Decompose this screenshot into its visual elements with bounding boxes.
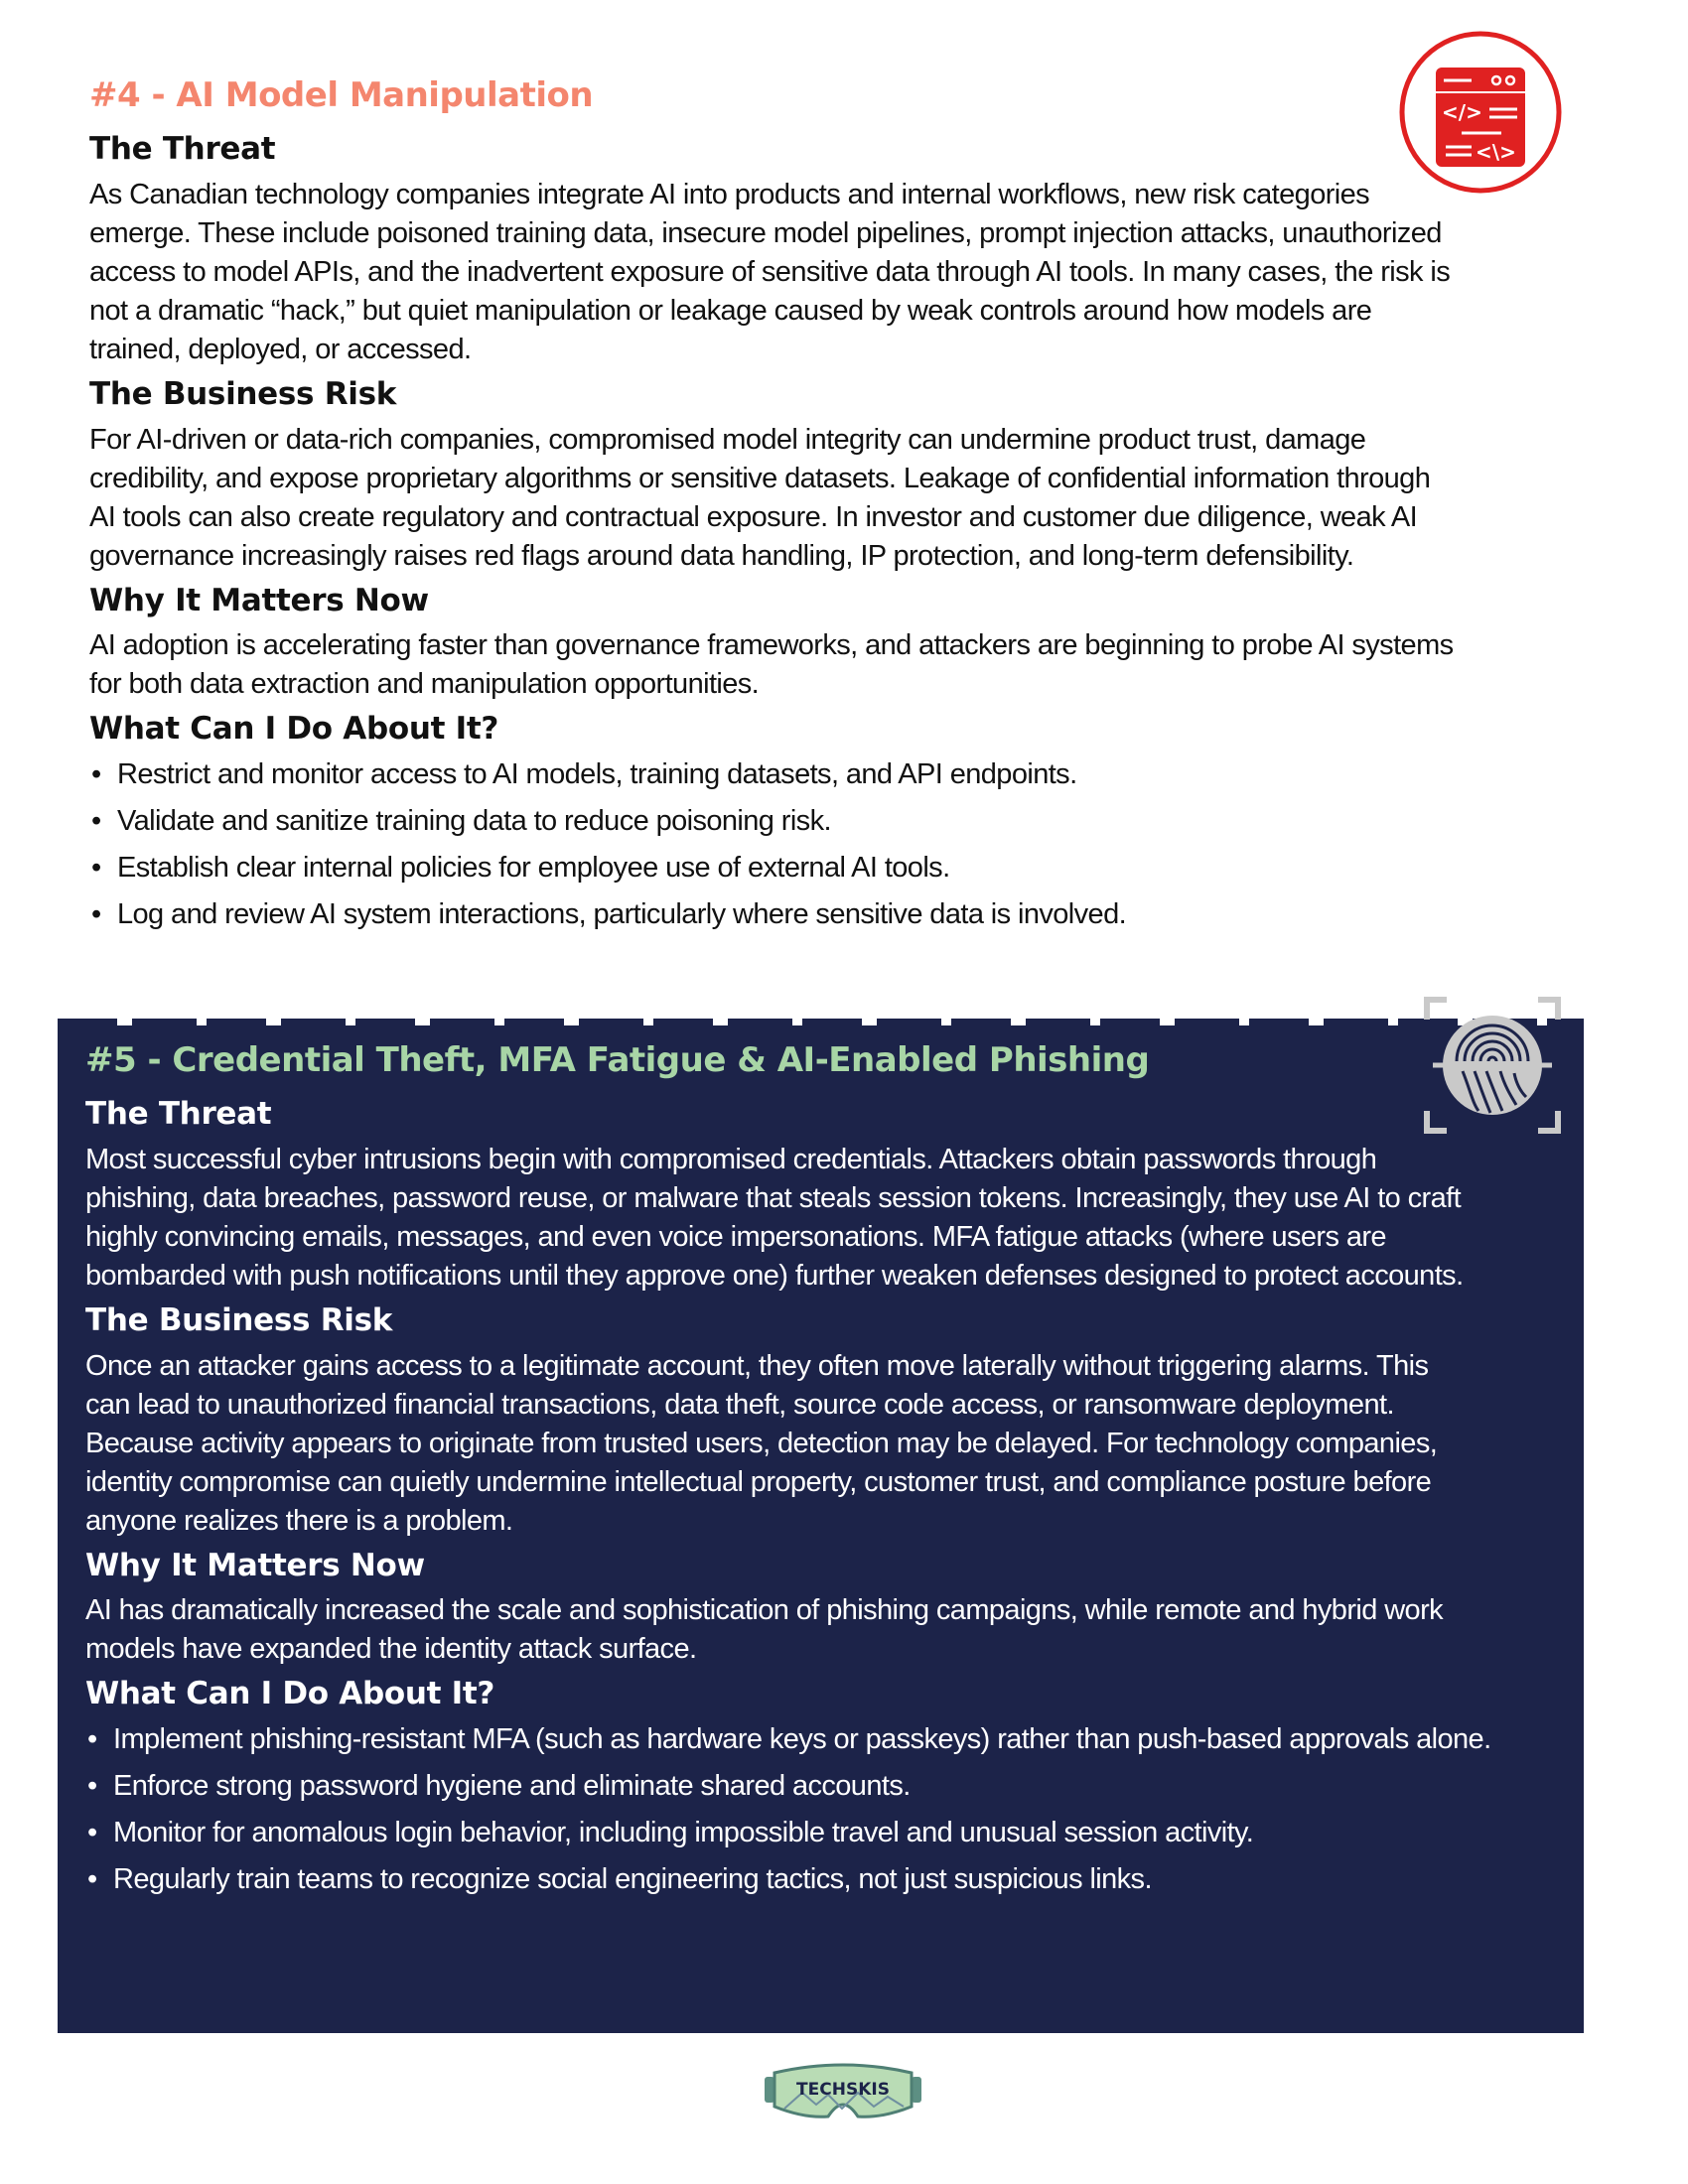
section-title: #4 - AI Model Manipulation xyxy=(89,75,594,115)
list-item xyxy=(85,1767,1495,1806)
text-line: can lead to unauthorized financial transactions, data theft, source code access, or ransomware deployment. xyxy=(85,1388,1394,1421)
list-item-text: Implement phishing-resistant MFA (such as hardware keys or passkeys) rather than push-based approvals alone. xyxy=(113,1722,1491,1755)
actions-heading: What Can I Do About It? xyxy=(89,711,499,748)
actions-list xyxy=(89,755,1559,934)
techskis-logo xyxy=(763,2055,923,2126)
threat-heading: The Threat xyxy=(85,1096,272,1133)
text-line: governance increasingly raises red flags around data handling, IP protection, and long-term defensibility. xyxy=(89,539,1354,572)
text-line: AI adoption is accelerating faster than governance frameworks, and attackers are beginning to probe AI systems xyxy=(89,629,1454,662)
list-item xyxy=(89,802,1559,841)
bullet-icon: • xyxy=(87,1722,97,1755)
text-line: anyone realizes there is a problem. xyxy=(85,1504,513,1537)
list-item xyxy=(85,1860,1495,1899)
business-risk-paragraph xyxy=(89,421,1559,576)
text-line: As Canadian technology companies integrate AI into products and internal workflows, new risk categories xyxy=(89,179,1370,211)
section-title: #5 - Credential Theft, MFA Fatigue & AI-Enabled Phishing xyxy=(85,1040,1150,1080)
text-line: models have expanded the identity attack surface. xyxy=(85,1633,697,1666)
bullet-icon: • xyxy=(87,1816,97,1848)
why-it-matters-heading: Why It Matters Now xyxy=(85,1547,425,1583)
section-ai-model-manipulation xyxy=(89,77,1559,942)
list-item xyxy=(89,849,1559,887)
bullet-icon: • xyxy=(91,851,101,884)
code-window-icon xyxy=(1398,30,1563,195)
list-item-text: Restrict and monitor access to AI models, training datasets, and API endpoints. xyxy=(117,757,1077,790)
text-line: Most successful cyber intrusions begin with compromised credentials. Attackers obtain passwords through xyxy=(85,1144,1377,1176)
list-item xyxy=(89,895,1559,934)
text-line: for both data extraction and manipulation opportunities. xyxy=(89,668,760,701)
svg-text:</>: </> xyxy=(1442,100,1482,124)
business-risk-paragraph xyxy=(85,1347,1575,1541)
section-credential-theft xyxy=(85,1042,1575,1907)
bullet-icon: • xyxy=(91,897,101,930)
text-line: emerge. These include poisoned training data, insecure model pipelines, prompt injection attacks, unauthorized xyxy=(89,217,1442,250)
text-line: bombarded with push notifications until they approve one) further weaken defenses designed to protect accounts. xyxy=(85,1260,1464,1293)
svg-text:<\>: <\> xyxy=(1476,140,1516,164)
threat-paragraph xyxy=(89,176,1559,369)
text-line: AI tools can also create regulatory and contractual exposure. In investor and customer due diligence, weak AI xyxy=(89,500,1418,533)
text-line: Once an attacker gains access to a legitimate account, they often move laterally without triggering alarms. This xyxy=(85,1349,1429,1382)
threat-heading: The Threat xyxy=(89,131,276,168)
text-line: identity compromise can quietly undermine intellectual property, customer trust, and compliance posture before xyxy=(85,1465,1432,1498)
why-it-matters-heading: Why It Matters Now xyxy=(89,582,429,618)
list-item xyxy=(85,1720,1495,1759)
list-item-text: Log and review AI system interactions, particularly where sensitive data is involved. xyxy=(117,897,1127,930)
actions-list xyxy=(85,1720,1495,1899)
text-line: highly convincing emails, messages, and even voice impersonations. MFA fatigue attacks (where users are xyxy=(85,1221,1386,1254)
text-line: credibility, and expose proprietary algorithms or sensitive datasets. Leakage of confidential information through xyxy=(89,462,1431,494)
bullet-icon: • xyxy=(87,1862,97,1895)
text-line: phishing, data breaches, password reuse, or malware that steals session tokens. Increasingly, they use AI to craft xyxy=(85,1182,1462,1215)
list-item-text: Enforce strong password hygiene and eliminate shared accounts. xyxy=(113,1769,911,1802)
list-item-text: Establish clear internal policies for employee use of external AI tools. xyxy=(117,851,950,884)
bullet-icon: • xyxy=(91,804,101,837)
list-item xyxy=(85,1814,1495,1852)
text-line: trained, deployed, or accessed. xyxy=(89,334,472,366)
text-line: For AI-driven or data-rich companies, compromised model integrity can undermine product trust, damage xyxy=(89,423,1366,456)
text-line: AI has dramatically increased the scale and sophistication of phishing campaigns, while remote and hybrid work xyxy=(85,1594,1444,1627)
why-it-matters-paragraph xyxy=(89,626,1559,704)
bullet-icon: • xyxy=(91,757,101,790)
why-it-matters-paragraph xyxy=(85,1591,1575,1669)
list-item-text: Validate and sanitize training data to reduce poisoning risk. xyxy=(117,804,831,837)
list-item-text: Regularly train teams to recognize social engineering tactics, not just suspicious links. xyxy=(113,1862,1152,1895)
threat-paragraph xyxy=(85,1141,1575,1296)
text-line: Because activity appears to originate from trusted users, detection may be delayed. For technology companies, xyxy=(85,1427,1438,1459)
business-risk-heading: The Business Risk xyxy=(85,1302,393,1339)
business-risk-heading: The Business Risk xyxy=(89,376,397,413)
list-item-text: Monitor for anomalous login behavior, including impossible travel and unusual session activity. xyxy=(113,1816,1254,1848)
text-line: not a dramatic “hack,” but quiet manipulation or leakage caused by weak controls around how models are xyxy=(89,295,1372,328)
bullet-icon: • xyxy=(87,1769,97,1802)
logo-text: TECHSKIS xyxy=(796,2080,890,2100)
list-item xyxy=(89,755,1559,794)
text-line: access to model APIs, and the inadvertent exposure of sensitive data through AI tools. In many cases, the risk is xyxy=(89,256,1451,289)
actions-heading: What Can I Do About It? xyxy=(85,1676,495,1712)
